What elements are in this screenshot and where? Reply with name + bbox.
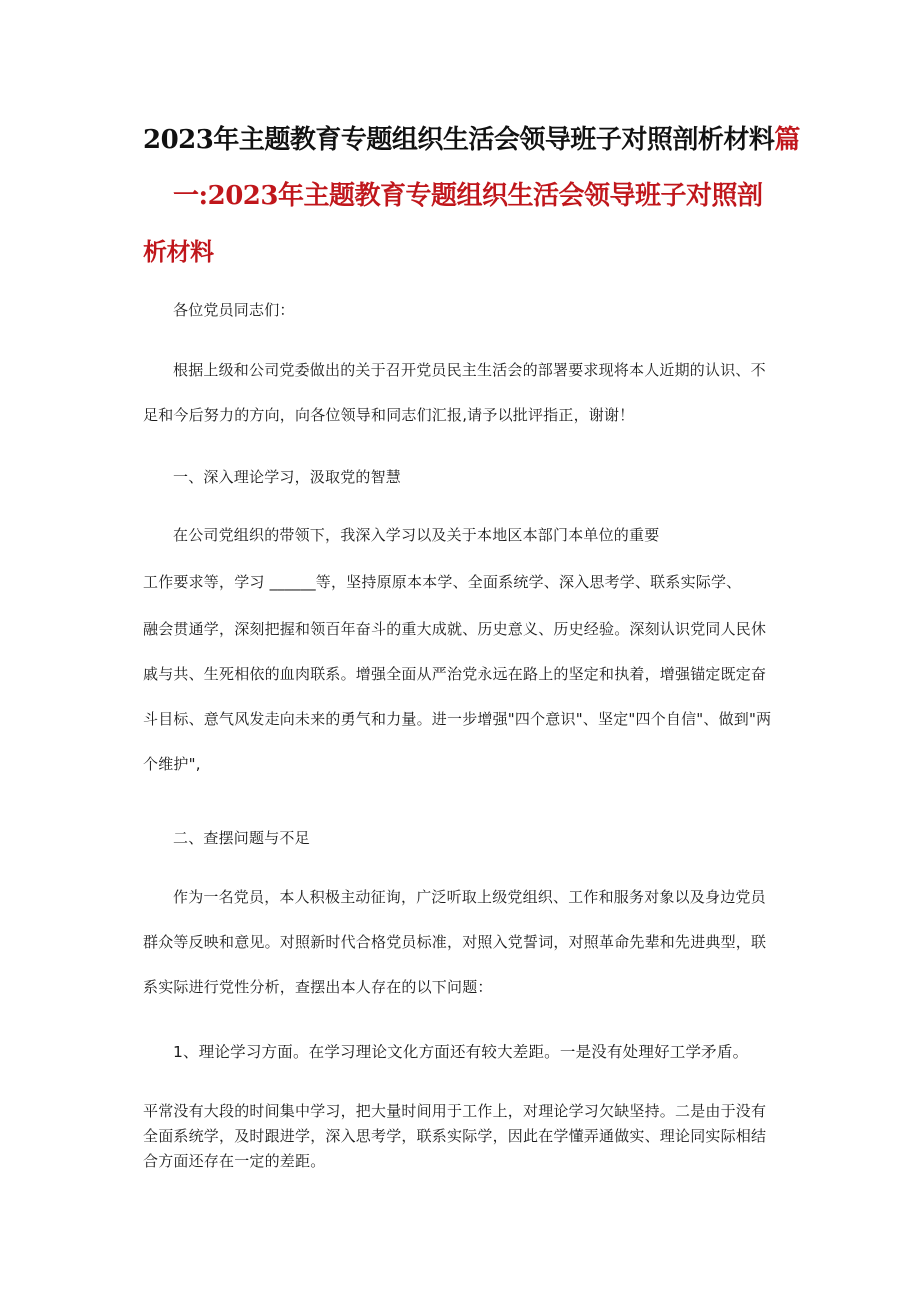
section2-heading	[173, 821, 310, 856]
intro-line: 足和今后努力的方向，向各位领导和同志们汇报,请予以批评指正，谢谢！	[143, 406, 635, 424]
section1-heading	[173, 460, 401, 495]
item1-paragraph	[143, 1100, 766, 1172]
section2-line: 系实际进行党性分析，查摆出本人存在的以下问题：	[143, 978, 493, 996]
section1-heading-text: 一、深入理论学习，汲取党的智慧	[173, 468, 402, 486]
section2-line: 群众等反映和意见。对照新时代合格党员标准，对照入党誓词，对照革命先辈和先进典型，联	[143, 933, 767, 951]
title-line-1-red: 篇	[774, 125, 800, 155]
section1-line: 斗目标、意气风发走向未来的勇气和力量。进一步增强"四个意识"、坚定"四个自信"、做到"两	[143, 710, 772, 728]
title-line-1-black: 2023年主题教育专题组织生活会领导班子对照剖析材料	[143, 125, 775, 155]
section1-paragraph	[143, 518, 771, 782]
item1-heading	[173, 1035, 748, 1070]
section1-line: 个维护",	[143, 755, 201, 773]
item1-heading-text: 1、理论学习方面。在学习理论文化方面还有较大差距。一是没有处理好工学矛盾。	[173, 1043, 749, 1061]
greeting-text: 各位党员同志们：	[173, 301, 295, 319]
item1-line: 全面系统学，及时跟进学，深入思考学，联系实际学，因此在学懂弄通做实、理论同实际相结	[143, 1127, 767, 1145]
intro-line: 根据上级和公司党委做出的关于召开党员民主生活会的部署要求现将本人近期的认识、不	[173, 361, 766, 379]
section2-paragraph	[143, 880, 766, 1005]
section1-line: 戚与共、生死相依的血肉联系。增强全面从严治党永远在路上的坚定和执着，增强锚定既定奋	[143, 665, 767, 683]
document-title	[143, 118, 800, 274]
section1-line: 融会贯通学，深刻把握和领百年奋斗的重大成就、历史意义、历史经验。深刻认识党同人民休	[143, 620, 767, 638]
greeting	[173, 293, 295, 328]
section2-line: 作为一名党员，本人积极主动征询，广泛听取上级党组织、工作和服务对象以及身边党员	[173, 888, 766, 906]
section2-heading-text: 二、查摆问题与不足	[173, 829, 310, 847]
section1-line: 在公司党组织的带领下，我深入学习以及关于本地区本部门本单位的重要	[173, 526, 660, 544]
intro-paragraph	[143, 353, 766, 433]
title-line-1	[143, 118, 800, 162]
title-line-2: 一:2023年主题教育专题组织生活会领导班子对照剖	[173, 181, 763, 211]
title-line-3: 析材料	[143, 237, 214, 266]
section1-line: 工作要求等，学习 ______等，坚持原原本本学、全面系统学、深入思考学、联系实际学、	[143, 573, 742, 591]
item1-line: 平常没有大段的时间集中学习，把大量时间用于工作上，对理论学习欠缺坚持。二是由于没有	[143, 1102, 767, 1120]
item1-line: 合方面还存在一定的差距。	[143, 1152, 326, 1170]
